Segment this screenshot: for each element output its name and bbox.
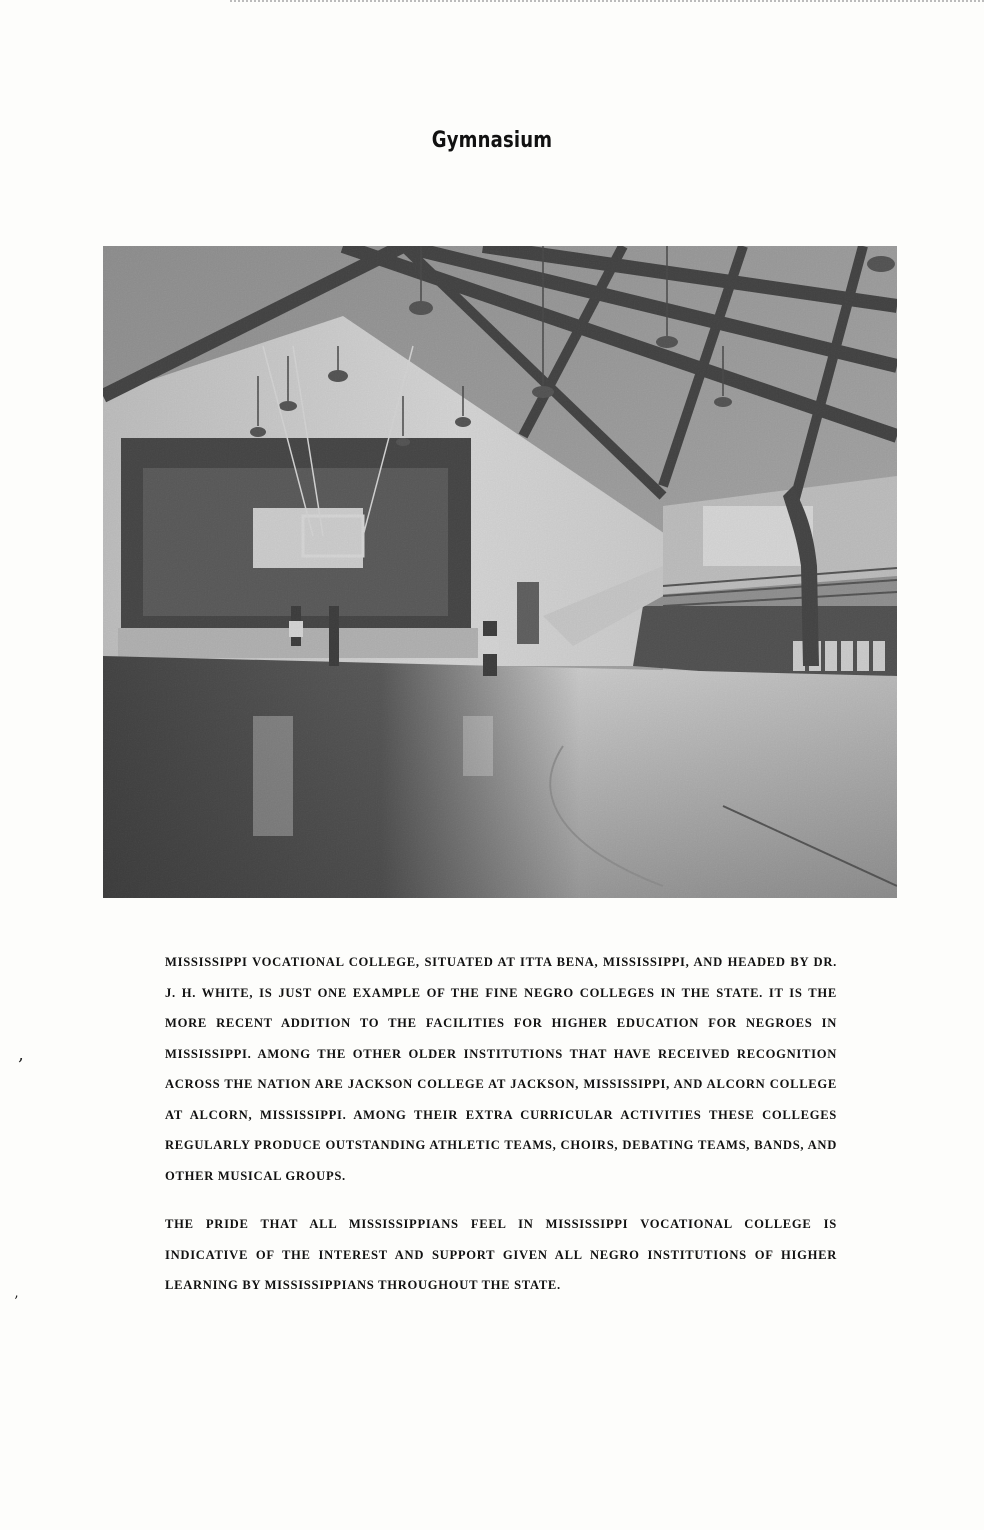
body-text <box>165 947 837 1319</box>
page-title: Gymnasium <box>431 128 553 153</box>
margin-scan-mark: ‚ <box>18 1044 24 1065</box>
paragraph-2: THE PRIDE THAT ALL MISSISSIPPIANS FEEL IN MISSISSIPPI VOCATIONAL COLLEGE IS INDICATIVE OF THE INTEREST AND SUPPORT GIVEN ALL NEGRO INSTITUTIONS OF HIGHER LEARNING BY MISSISSIPPIANS THROUGHOUT THE STATE. <box>165 1217 837 1292</box>
margin-scan-mark: ’ <box>14 1294 19 1310</box>
paragraph-1: MISSISSIPPI VOCATIONAL COLLEGE, SITUATED AT ITTA BENA, MISSISSIPPI, AND HEADED BY DR. J. H. WHITE, IS JUST ONE EXAMPLE OF THE FINE NEGRO COLLEGES IN THE STATE. IT IS THE MORE RECENT ADDITION TO THE FACILITIES FOR HIGHER EDUCATION FOR NEGROES IN MISSISSIPPI. AMONG THE OTHER OLDER INSTITUTIONS THAT HAVE RECEIVED RECOGNITION ACROSS THE NATION ARE JACKSON COLLEGE AT JACKSON, MISSISSIPPI, AND ALCORN COLLEGE AT ALCORN, MISSISSIPPI. AMONG THEIR EXTRA CURRICULAR ACTIVITIES THESE COLLEGES REGULARLY PRODUCE OUTSTANDING ATHLETIC TEAMS, CHOIRS, DEBATING TEAMS, BANDS, AND OTHER MUSICAL GROUPS. <box>165 955 837 1183</box>
gymnasium-photo <box>103 246 897 898</box>
scan-edge-dots <box>230 0 984 5</box>
